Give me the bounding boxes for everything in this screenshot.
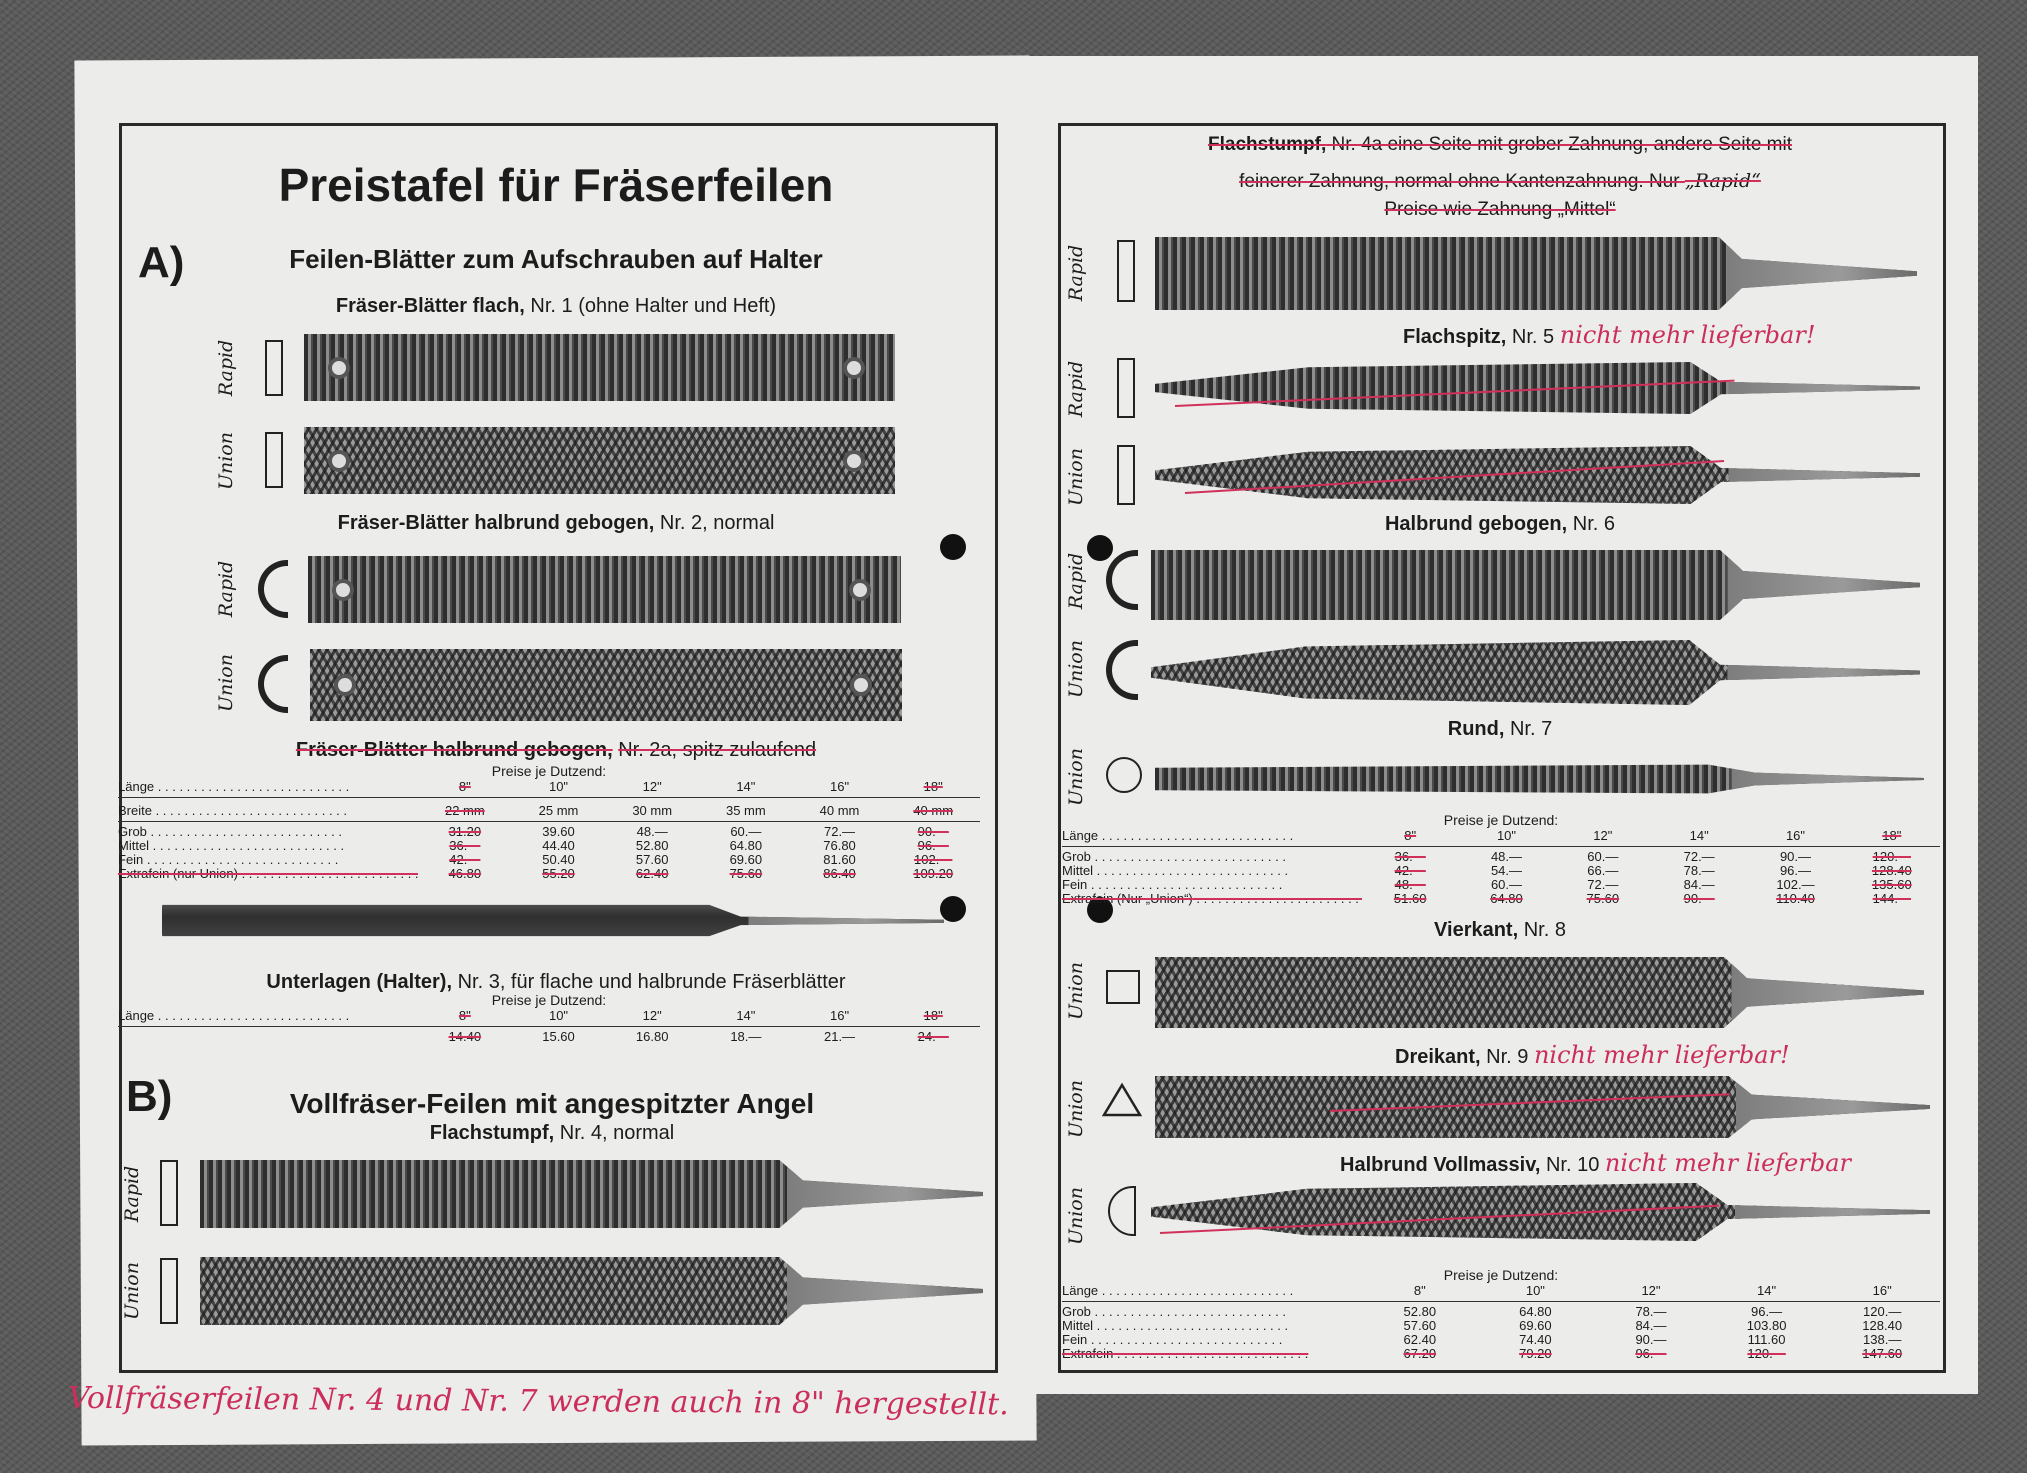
price-cell: 84.— xyxy=(1683,877,1715,892)
price-cell: 67.20 xyxy=(1403,1346,1437,1361)
price-cell: 79.20 xyxy=(1519,1346,1552,1361)
price-cell: 42.— xyxy=(1394,863,1426,878)
price-cell: 86.40 xyxy=(823,866,856,881)
punch-hole xyxy=(1087,535,1113,561)
price-table-nr8-10 xyxy=(1062,1268,1940,1361)
price-cell: 76.80 xyxy=(823,838,856,853)
column-header: 8" xyxy=(458,779,471,794)
nr4-heading xyxy=(430,1122,675,1145)
nr2a-name: Fräser-Blätter halbrund gebogen, xyxy=(295,739,613,761)
nr5-handwritten-note: nicht mehr lieferbar! xyxy=(1559,321,1816,349)
column-header: 8" xyxy=(458,1008,471,1023)
column-header: 14" xyxy=(736,1008,756,1023)
nr9-heading xyxy=(1395,1041,1790,1069)
price-cell: 50.40 xyxy=(542,852,575,867)
column-header: 16" xyxy=(829,779,850,794)
nr8-rest: Nr. 8 xyxy=(1523,919,1566,941)
flat-profile-icon xyxy=(1117,445,1135,505)
nr10-rest: Nr. 10 xyxy=(1545,1154,1600,1176)
table-header-row xyxy=(1062,829,1940,847)
width-cell: 25 mm xyxy=(538,803,579,818)
nr2-union-blade-image xyxy=(310,649,902,721)
nr7-heading xyxy=(1448,718,1552,741)
price-cell: 62.40 xyxy=(635,866,669,881)
brand-label-rapid: Rapid xyxy=(215,560,237,618)
row-label xyxy=(118,1030,418,1044)
table-row xyxy=(1062,1333,1940,1347)
price-cell: 42.— xyxy=(449,852,481,867)
price-cell: 24.— xyxy=(917,1029,949,1044)
table-caption: Preise je Dutzend: xyxy=(1443,812,1559,828)
column-header: 10" xyxy=(548,779,569,794)
nr5-heading xyxy=(1403,321,1815,349)
price-cell: 69.60 xyxy=(1519,1318,1552,1333)
price-cell: 72.— xyxy=(1587,877,1619,892)
header-label: Länge . . . xyxy=(1062,1284,1362,1298)
brand-label-union: Union xyxy=(1065,748,1087,807)
price-cell: 66.— xyxy=(1587,863,1619,878)
brand-label-union: Union xyxy=(215,432,237,491)
price-cell: 52.80 xyxy=(1403,1304,1437,1319)
price-cell: 60.— xyxy=(1490,877,1523,892)
nr1-rest: Nr. 1 (ohne Halter und Heft) xyxy=(530,295,777,317)
nr9-name: Dreikant, xyxy=(1395,1046,1481,1068)
flat-profile-icon xyxy=(1117,240,1135,302)
table-row xyxy=(118,867,980,881)
price-cell: 102.— xyxy=(914,852,953,867)
table-row xyxy=(1062,878,1940,892)
price-cell: 15.60 xyxy=(542,1029,575,1044)
price-cell: 64.80 xyxy=(1490,891,1523,906)
punch-hole xyxy=(940,534,966,560)
price-cell: 14.40 xyxy=(448,1029,482,1044)
price-cell: 90.— xyxy=(1683,891,1715,906)
nr2-name: Fräser-Blätter halbrund gebogen, xyxy=(337,512,655,534)
row-label: Grob . . . xyxy=(1062,850,1362,864)
price-cell: 75.60 xyxy=(1586,891,1620,906)
brand-label-rapid: Rapid xyxy=(1065,552,1087,610)
price-cell: 102.— xyxy=(1776,877,1815,892)
nr1-union-blade-image xyxy=(304,427,895,494)
price-cell: 96.— xyxy=(1751,1304,1783,1319)
table-row xyxy=(118,825,980,839)
price-cell: 84.— xyxy=(1635,1318,1667,1333)
nr4-name: Flachstumpf, xyxy=(429,1122,555,1144)
column-header: 18" xyxy=(923,1008,943,1023)
nr8-name: Vierkant, xyxy=(1434,919,1519,941)
column-header: 18" xyxy=(923,779,943,794)
price-cell: 128.40 xyxy=(1871,863,1912,878)
section-a-heading: Feilen-Blätter zum Aufschrauben auf Halter xyxy=(289,244,823,274)
brand-label-union: Union xyxy=(1065,448,1087,507)
brand-label-union: Union xyxy=(215,654,237,713)
brand-label-union: Union xyxy=(1065,640,1087,699)
price-cell: 48.— xyxy=(1490,849,1523,864)
column-header: 10" xyxy=(1525,1283,1545,1298)
nr6-rest: Nr. 6 xyxy=(1572,513,1616,535)
column-header: 16" xyxy=(1785,828,1806,843)
price-cell: 120.— xyxy=(1747,1346,1786,1361)
column-header: 10" xyxy=(548,1008,569,1023)
price-cell: 90.— xyxy=(917,824,949,839)
table-row xyxy=(1062,892,1940,906)
price-cell: 46.80 xyxy=(448,866,482,881)
price-cell: 36.— xyxy=(449,838,481,853)
price-cell: 120.— xyxy=(1863,1304,1902,1319)
column-header: 8" xyxy=(1413,1283,1426,1298)
punch-hole xyxy=(940,896,966,922)
handwritten-note: Vollfräserfeilen Nr. 4 und Nr. 7 werden auch in 8" hergestellt. xyxy=(67,1380,1009,1423)
nr4a-name: Flachstumpf, xyxy=(1208,134,1327,155)
table-row xyxy=(1062,850,1940,864)
flat-profile-icon xyxy=(265,432,283,488)
header-label: Länge . . . xyxy=(1062,829,1362,843)
price-cell: 64.80 xyxy=(1519,1304,1552,1319)
nr1-rapid-blade-image xyxy=(304,334,895,401)
column-header: 16" xyxy=(1872,1283,1892,1298)
price-cell: 31.20 xyxy=(448,824,482,839)
nr6-heading xyxy=(1385,513,1615,536)
column-header: 10" xyxy=(1496,828,1517,843)
table-caption: Preise je Dutzend: xyxy=(491,992,607,1008)
section-b-letter: B) xyxy=(126,1072,173,1121)
flat-profile-icon xyxy=(265,340,283,396)
price-cell: 144.— xyxy=(1872,891,1911,906)
price-cell: 44.40 xyxy=(542,838,575,853)
price-cell: 64.80 xyxy=(729,838,763,853)
column-header: 16" xyxy=(829,1008,850,1023)
price-table-nr3 xyxy=(118,993,980,1044)
price-cell: 110.40 xyxy=(1776,891,1815,906)
price-cell: 96.— xyxy=(917,838,949,853)
nr4a-line3: Preise wie Zahnung „Mittel“ xyxy=(1384,199,1616,220)
nr10-handwritten-note: nicht mehr lieferbar xyxy=(1604,1149,1851,1177)
nr8-heading xyxy=(1434,919,1566,942)
brand-label-rapid: Rapid xyxy=(1065,244,1087,302)
brand-label-union: Union xyxy=(1065,962,1087,1021)
price-cell: 60.— xyxy=(730,824,762,839)
square-profile-icon xyxy=(1106,970,1140,1004)
round-profile-icon xyxy=(1106,757,1142,793)
row-label: Extrafein . . . xyxy=(1062,1347,1362,1361)
row-label: Extrafein (Nur „Union“) . . . xyxy=(1062,892,1362,906)
price-cell: 78.— xyxy=(1683,863,1715,878)
width-cell: 40 mm xyxy=(819,803,860,818)
price-cell: 90.— xyxy=(1635,1332,1667,1347)
row-label: Mittel . . . xyxy=(118,839,418,853)
nr4a-rest: Nr. 4a eine Seite mit grober Zahnung, andere Seite mit xyxy=(1331,134,1792,155)
row-label: Extrafein (nur Union) . . . xyxy=(118,867,418,881)
price-cell: 62.40 xyxy=(1403,1332,1437,1347)
column-header: 14" xyxy=(1689,828,1709,843)
column-header: 18" xyxy=(1882,828,1902,843)
price-cell: 36.— xyxy=(1394,849,1426,864)
column-header: 14" xyxy=(736,779,756,794)
price-cell: 60.— xyxy=(1587,849,1619,864)
brand-label-union: Union xyxy=(1065,1080,1087,1139)
width-cell: 22 mm xyxy=(444,803,485,818)
table-row xyxy=(118,839,980,853)
price-cell: 109.20 xyxy=(913,866,954,881)
width-cell: 40 mm xyxy=(913,803,954,818)
price-cell: 48.— xyxy=(636,824,668,839)
price-cell: 55.20 xyxy=(542,866,575,881)
price-cell: 147.60 xyxy=(1862,1346,1903,1361)
header-label: Länge . . . xyxy=(118,1009,418,1023)
price-cell: 57.60 xyxy=(635,852,669,867)
nr1-heading xyxy=(336,295,776,318)
flat-profile-icon xyxy=(1117,358,1135,418)
price-cell: 48.— xyxy=(1394,877,1426,892)
nr2a-rest: Nr. 2a, spitz zulaufend xyxy=(618,739,817,761)
nr6-name: Halbrund gebogen, xyxy=(1384,513,1568,535)
row-label: Fein . . . xyxy=(1062,878,1362,892)
price-cell: 69.60 xyxy=(729,852,763,867)
table-row xyxy=(118,1030,980,1044)
flat-profile-icon xyxy=(160,1160,178,1226)
brand-label-union: Union xyxy=(1065,1187,1087,1246)
nr2a-heading xyxy=(296,739,816,762)
price-cell: 103.80 xyxy=(1746,1318,1787,1333)
width-row xyxy=(118,801,980,822)
nr5-rest: Nr. 5 xyxy=(1511,326,1555,348)
column-header: 12" xyxy=(1593,828,1613,843)
nr7-name: Rund, xyxy=(1447,718,1505,740)
page-title: Preistafel für Fräserfeilen xyxy=(278,159,834,211)
price-cell: 18.— xyxy=(730,1029,762,1044)
nr4a-brand: „Rapid“ xyxy=(1684,170,1761,192)
price-table-nr2 xyxy=(118,764,980,881)
price-cell: 72.— xyxy=(823,824,856,839)
price-cell: 120.— xyxy=(1872,849,1911,864)
nr4a-line1 xyxy=(1208,134,1792,156)
nr4-rest: Nr. 4, normal xyxy=(559,1122,675,1144)
price-cell: 51.60 xyxy=(1393,891,1427,906)
table-header-row xyxy=(118,1009,980,1027)
table-row xyxy=(1062,864,1940,878)
section-a-letter: A) xyxy=(138,238,185,287)
price-cell: 52.80 xyxy=(635,838,669,853)
row-label: Mittel . . . xyxy=(1062,1319,1362,1333)
column-header: 12" xyxy=(642,1008,662,1023)
nr4a-line2-text: feinerer Zahnung, normal ohne Kantenzahnung. Nur xyxy=(1239,171,1680,192)
nr9-handwritten-note: nicht mehr lieferbar! xyxy=(1533,1041,1790,1069)
nr4a-line2 xyxy=(1239,170,1761,193)
table-row xyxy=(118,853,980,867)
price-cell: 128.40 xyxy=(1862,1318,1903,1333)
nr5-name: Flachspitz, xyxy=(1403,326,1507,348)
right-frame xyxy=(1058,123,1946,1373)
price-cell: 39.60 xyxy=(542,824,575,839)
price-cell: 57.60 xyxy=(1403,1318,1437,1333)
price-cell: 96.— xyxy=(1635,1346,1667,1361)
price-table-nr5-7 xyxy=(1062,813,1940,906)
table-caption: Preise je Dutzend: xyxy=(1443,1267,1559,1283)
column-header: 14" xyxy=(1757,1283,1777,1298)
price-cell: 75.60 xyxy=(729,866,763,881)
table-row xyxy=(1062,1305,1940,1319)
table-header-row xyxy=(1062,1284,1940,1302)
nr3-name: Unterlagen (Halter), xyxy=(266,971,453,993)
column-header: 8" xyxy=(1404,828,1417,843)
price-cell: 74.40 xyxy=(1519,1332,1552,1347)
nr10-name: Halbrund Vollmassiv, xyxy=(1340,1154,1541,1176)
nr9-rest: Nr. 9 xyxy=(1486,1046,1529,1068)
row-label: Fein . . . xyxy=(118,853,418,867)
table-row xyxy=(1062,1347,1940,1361)
price-cell: 96.— xyxy=(1779,863,1812,878)
nr2-rapid-blade-image xyxy=(308,556,901,623)
nr10-heading xyxy=(1340,1149,1851,1177)
price-cell: 90.— xyxy=(1779,849,1812,864)
nr1-name: Fräser-Blätter flach, xyxy=(335,295,525,317)
price-cell: 111.60 xyxy=(1747,1332,1786,1347)
table-header-row xyxy=(118,780,980,798)
price-cell: 21.— xyxy=(823,1029,856,1044)
brand-label-rapid: Rapid xyxy=(1065,360,1087,418)
brand-label-rapid: Rapid xyxy=(121,1165,143,1223)
width-cell: 35 mm xyxy=(725,803,766,818)
price-cell: 54.— xyxy=(1490,863,1523,878)
row-label: Mittel . . . xyxy=(1062,864,1362,878)
price-cell: 138.— xyxy=(1863,1332,1902,1347)
nr3-heading xyxy=(266,971,845,994)
header-label: Länge . . . xyxy=(118,780,418,794)
section-b-heading: Vollfräser-Feilen mit angespitzter Angel xyxy=(289,1088,815,1119)
flat-profile-icon xyxy=(160,1258,178,1324)
price-cell: 135.60 xyxy=(1871,877,1912,892)
price-cell: 72.— xyxy=(1683,849,1715,864)
table-caption: Preise je Dutzend: xyxy=(491,763,607,779)
width-label: Breite . . . xyxy=(118,804,418,818)
nr2-heading xyxy=(338,512,775,535)
nr7-rest: Nr. 7 xyxy=(1509,718,1553,740)
column-header: 12" xyxy=(642,779,662,794)
column-header: 12" xyxy=(1641,1283,1661,1298)
brand-label-rapid: Rapid xyxy=(215,339,237,397)
brand-label-union: Union xyxy=(121,1262,143,1321)
nr2-rest: Nr. 2, normal xyxy=(659,512,775,534)
row-label: Grob . . . xyxy=(118,825,418,839)
price-cell: 16.80 xyxy=(635,1029,669,1044)
price-cell: 78.— xyxy=(1635,1304,1667,1319)
row-label: Fein . . . xyxy=(1062,1333,1362,1347)
price-cell: 81.60 xyxy=(823,852,856,867)
triangle-profile-icon xyxy=(1102,1082,1142,1118)
row-label: Grob . . . xyxy=(1062,1305,1362,1319)
table-row xyxy=(1062,1319,1940,1333)
width-cell: 30 mm xyxy=(632,803,673,818)
nr3-rest: Nr. 3, für flache und halbrunde Fräserblätter xyxy=(457,971,846,993)
